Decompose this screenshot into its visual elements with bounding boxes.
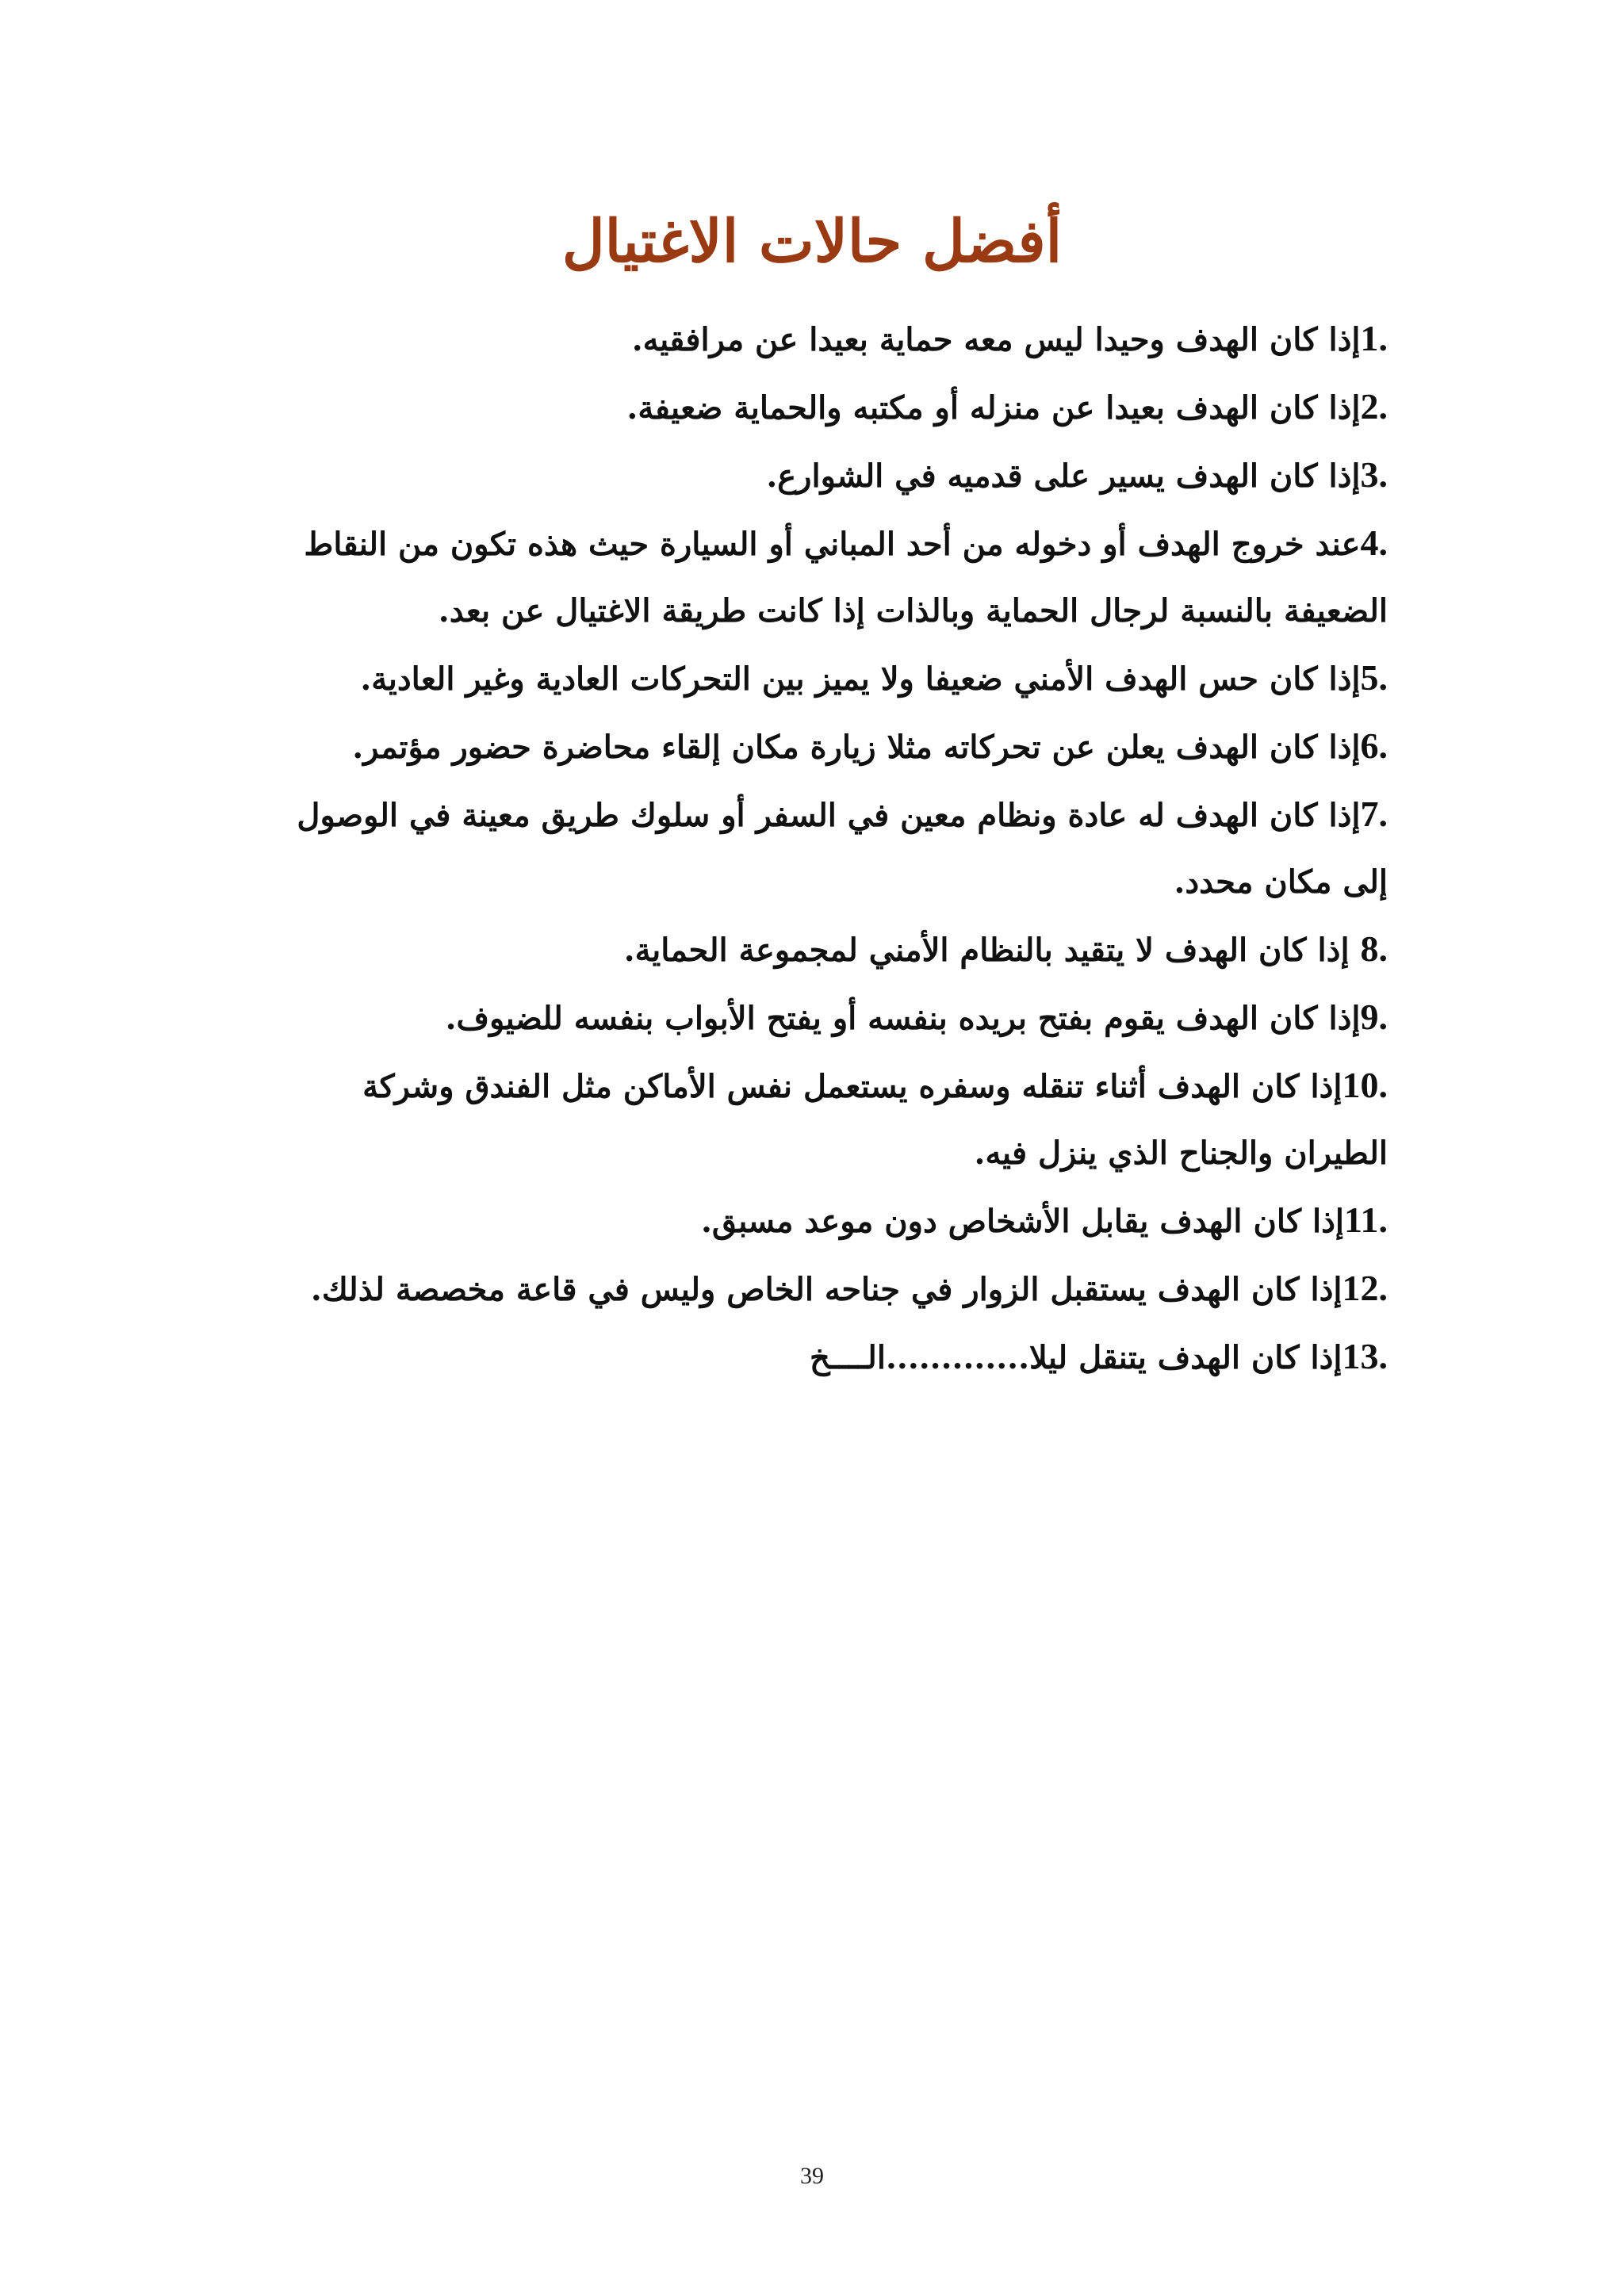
list-item-text: إذا كان الهدف يعلن عن تحركاته مثلا زيارة مكان إلقاء محاضرة حضور مؤتمر. [352,729,1361,766]
list-item [262,713,1388,781]
list-item [262,916,1388,984]
list-item-text: إذا كان الهدف وحيدا ليس معه حماية بعيدا عن مرافقيه. [631,321,1361,358]
list-item-text: إذا كان الهدف يسير على قدميه في الشوارع. [766,457,1361,495]
list-item-text: إذا كان الهدف يقابل الأشخاص دون موعد مسبق. [700,1203,1345,1240]
list-item-text: عند خروج الهدف أو دخوله من أحد المباني أو السيارة حيث هذه تكون من النقاط الضعيفة بالنسبة لرجال الحماية وبالذات إذا كانت طريقة الاغتيال عن بعد. [304,526,1388,629]
list-item-text: إذا كان الهدف له عادة ونظام معين في السفر أو سلوك طريق معينة في الوصول إلى مكان محدد. [297,797,1388,901]
list-item-number: 3. [1360,454,1388,495]
list-item [262,645,1388,713]
list-item-number: 5. [1360,657,1388,698]
list-item [262,1052,1388,1187]
list-item-number: 13. [1342,1336,1388,1376]
list-item [262,373,1388,442]
list-item [262,1255,1388,1323]
list-item-number: 4. [1360,522,1388,563]
list-item [262,781,1388,916]
list-item [262,984,1388,1052]
list-item-text: إذا كان حس الهدف الأمني ضعيفا ولا يميز بين التحركات العادية وغير العادية. [360,660,1361,698]
page-title: أفضل حالات الاغتيال [561,208,1063,276]
list-item-number: 2. [1360,386,1388,427]
list-item-number: 8. [1360,928,1388,969]
list-item-text: إذا كان الهدف أثناء تنقله وسفره يستعمل نفس الأماكن مثل الفندق وشركة الطيران والجناح الذي ينزل فيه. [362,1068,1388,1172]
list-item-number: 12. [1342,1268,1388,1308]
list-item-text: إذا كان الهدف يستقبل الزوار في جناحه الخاص وليس في قاعة مخصصة لذلك. [310,1271,1342,1308]
list-item-number: 11. [1344,1200,1388,1240]
list-item [262,305,1388,373]
list-item-number: 9. [1360,997,1388,1037]
list-item-text: إذا كان الهدف بعيدا عن منزله أو مكتبه والحماية ضعيفة. [626,389,1361,427]
list-item-number: 10. [1342,1065,1388,1105]
list-item-number: 7. [1360,794,1388,834]
page-number: 39 [800,2163,824,2189]
list-item [262,1187,1388,1255]
list-item [262,442,1388,510]
assassination-cases-list [262,305,1388,1391]
list-item [262,1323,1388,1391]
list-item-number: 1. [1360,318,1388,358]
list-item-number: 6. [1360,725,1388,766]
list-item-text: إذا كان الهدف يتنقل ليلا.............الــــخ [809,1339,1342,1376]
list-item-text: إذا كان الهدف يقوم بفتح بريده بنفسه أو يفتح الأبواب بنفسه للضيوف. [445,1000,1361,1037]
list-item-text: إذا كان الهدف لا يتقيد بالنظام الأمني لمجموعة الحماية. [623,932,1361,969]
list-item [262,510,1388,645]
